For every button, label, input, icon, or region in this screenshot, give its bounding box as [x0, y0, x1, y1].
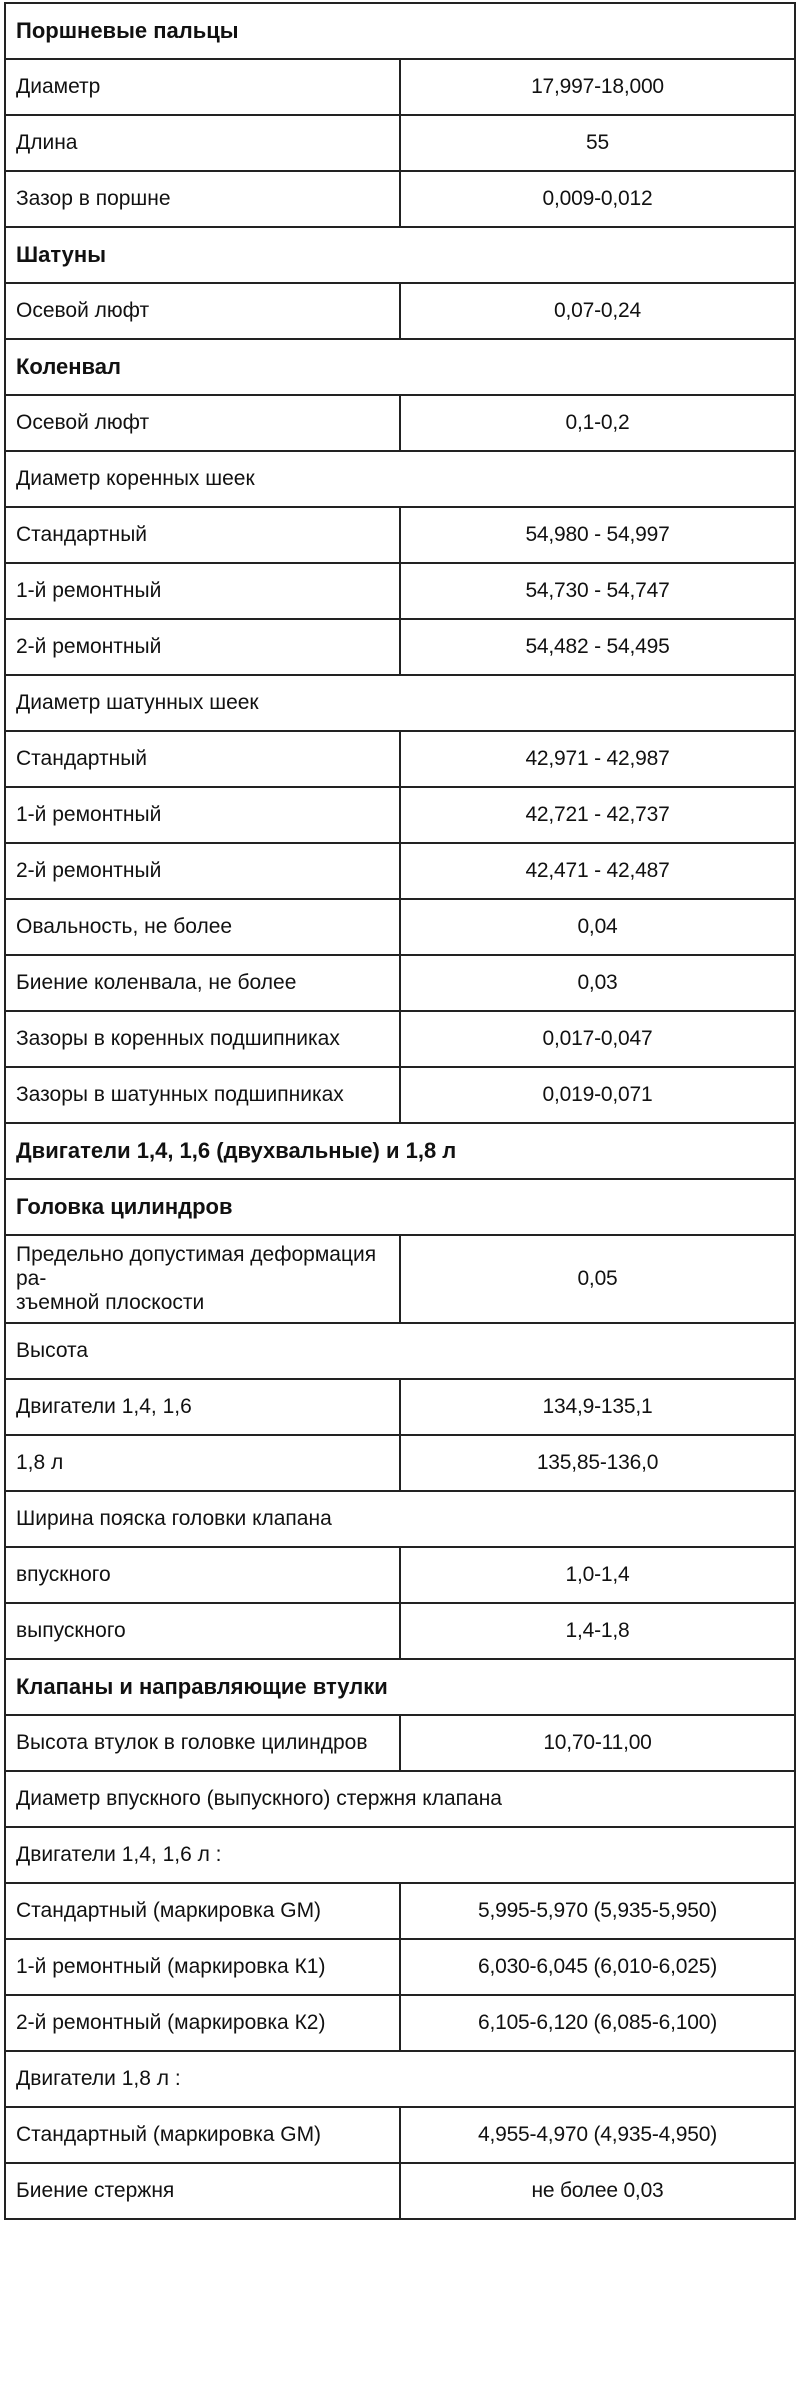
section-heading: Шатуны — [5, 227, 795, 283]
spec-label: Зазоры в шатунных подшипниках — [5, 1067, 400, 1123]
subheading: Диаметр шатунных шеек — [5, 675, 795, 731]
subheading: Двигатели 1,8 л : — [5, 2051, 795, 2107]
spec-row — [5, 1715, 795, 1771]
section-heading-row — [5, 227, 795, 283]
spec-value: 135,85-136,0 — [400, 1435, 795, 1491]
subheading-row — [5, 451, 795, 507]
section-heading: Двигатели 1,4, 1,6 (двухвальные) и 1,8 л — [5, 1123, 795, 1179]
spec-value: 1,4-1,8 — [400, 1603, 795, 1659]
spec-label: Высота втулок в головке цилиндров — [5, 1715, 400, 1771]
spec-row — [5, 619, 795, 675]
spec-label: Осевой люфт — [5, 283, 400, 339]
specifications-table — [4, 2, 796, 2220]
spec-label: Биение стержня — [5, 2163, 400, 2219]
spec-row — [5, 2163, 795, 2219]
subheading: Диаметр коренных шеек — [5, 451, 795, 507]
spec-value: 54,730 - 54,747 — [400, 563, 795, 619]
spec-row — [5, 171, 795, 227]
section-heading-row — [5, 1179, 795, 1235]
spec-label: Предельно допустимая деформация ра- зъемной плоскости — [5, 1235, 400, 1323]
section-heading: Коленвал — [5, 339, 795, 395]
spec-row — [5, 59, 795, 115]
spec-row — [5, 1883, 795, 1939]
spec-row — [5, 843, 795, 899]
spec-label: 1-й ремонтный — [5, 563, 400, 619]
spec-value: 0,04 — [400, 899, 795, 955]
spec-label: 1-й ремонтный — [5, 787, 400, 843]
spec-row — [5, 1603, 795, 1659]
spec-value: не более 0,03 — [400, 2163, 795, 2219]
spec-row — [5, 507, 795, 563]
spec-value: 42,971 - 42,987 — [400, 731, 795, 787]
spec-row — [5, 115, 795, 171]
section-heading: Головка цилиндров — [5, 1179, 795, 1235]
spec-value: 42,721 - 42,737 — [400, 787, 795, 843]
spec-label: 1,8 л — [5, 1435, 400, 1491]
subheading-row — [5, 1771, 795, 1827]
spec-value: 54,980 - 54,997 — [400, 507, 795, 563]
spec-label: Стандартный (маркировка GM) — [5, 1883, 400, 1939]
spec-value: 0,07-0,24 — [400, 283, 795, 339]
spec-row — [5, 787, 795, 843]
spec-label: Стандартный — [5, 507, 400, 563]
spec-value: 134,9-135,1 — [400, 1379, 795, 1435]
spec-row — [5, 1435, 795, 1491]
section-heading-row — [5, 1123, 795, 1179]
section-heading: Клапаны и направляющие втулки — [5, 1659, 795, 1715]
subheading: Высота — [5, 1323, 795, 1379]
subheading-row — [5, 1323, 795, 1379]
spec-value: 0,05 — [400, 1235, 795, 1323]
spec-label: Диаметр — [5, 59, 400, 115]
spec-label: Стандартный — [5, 731, 400, 787]
spec-label: Зазоры в коренных подшипниках — [5, 1011, 400, 1067]
spec-value: 0,1-0,2 — [400, 395, 795, 451]
spec-value: 4,955-4,970 (4,935-4,950) — [400, 2107, 795, 2163]
spec-label: Зазор в поршне — [5, 171, 400, 227]
spec-value: 6,105-6,120 (6,085-6,100) — [400, 1995, 795, 2051]
spec-value: 42,471 - 42,487 — [400, 843, 795, 899]
spec-value: 0,009-0,012 — [400, 171, 795, 227]
subheading: Диаметр впускного (выпускного) стержня клапана — [5, 1771, 795, 1827]
spec-row — [5, 1379, 795, 1435]
spec-label: Двигатели 1,4, 1,6 — [5, 1379, 400, 1435]
spec-row — [5, 1011, 795, 1067]
spec-value: 54,482 - 54,495 — [400, 619, 795, 675]
spec-value: 17,997-18,000 — [400, 59, 795, 115]
spec-label: впускного — [5, 1547, 400, 1603]
section-heading-row — [5, 339, 795, 395]
spec-label: Биение коленвала, не более — [5, 955, 400, 1011]
spec-row — [5, 731, 795, 787]
spec-label: Осевой люфт — [5, 395, 400, 451]
section-heading: Поршневые пальцы — [5, 3, 795, 59]
spec-label: Овальность, не более — [5, 899, 400, 955]
section-heading-row — [5, 1659, 795, 1715]
spec-row — [5, 1547, 795, 1603]
spec-label: выпускного — [5, 1603, 400, 1659]
spec-value: 0,019-0,071 — [400, 1067, 795, 1123]
spec-row — [5, 1067, 795, 1123]
spec-value: 0,03 — [400, 955, 795, 1011]
specifications-table-body — [5, 3, 795, 2219]
spec-value: 1,0-1,4 — [400, 1547, 795, 1603]
spec-row — [5, 955, 795, 1011]
spec-label: Стандартный (маркировка GM) — [5, 2107, 400, 2163]
spec-label: 2-й ремонтный (маркировка К2) — [5, 1995, 400, 2051]
subheading: Ширина пояска головки клапана — [5, 1491, 795, 1547]
spec-label: 2-й ремонтный — [5, 843, 400, 899]
spec-value: 0,017-0,047 — [400, 1011, 795, 1067]
spec-label: 2-й ремонтный — [5, 619, 400, 675]
spec-label: 1-й ремонтный (маркировка К1) — [5, 1939, 400, 1995]
subheading: Двигатели 1,4, 1,6 л : — [5, 1827, 795, 1883]
spec-row — [5, 1995, 795, 2051]
spec-value: 6,030-6,045 (6,010-6,025) — [400, 1939, 795, 1995]
subheading-row — [5, 1827, 795, 1883]
spec-row — [5, 899, 795, 955]
subheading-row — [5, 1491, 795, 1547]
spec-row — [5, 1235, 795, 1323]
spec-row — [5, 283, 795, 339]
spec-row — [5, 395, 795, 451]
spec-label: Длина — [5, 115, 400, 171]
spec-value: 5,995-5,970 (5,935-5,950) — [400, 1883, 795, 1939]
spec-value: 55 — [400, 115, 795, 171]
spec-row — [5, 2107, 795, 2163]
spec-row — [5, 563, 795, 619]
subheading-row — [5, 2051, 795, 2107]
subheading-row — [5, 675, 795, 731]
section-heading-row — [5, 3, 795, 59]
spec-value: 10,70-11,00 — [400, 1715, 795, 1771]
spec-row — [5, 1939, 795, 1995]
